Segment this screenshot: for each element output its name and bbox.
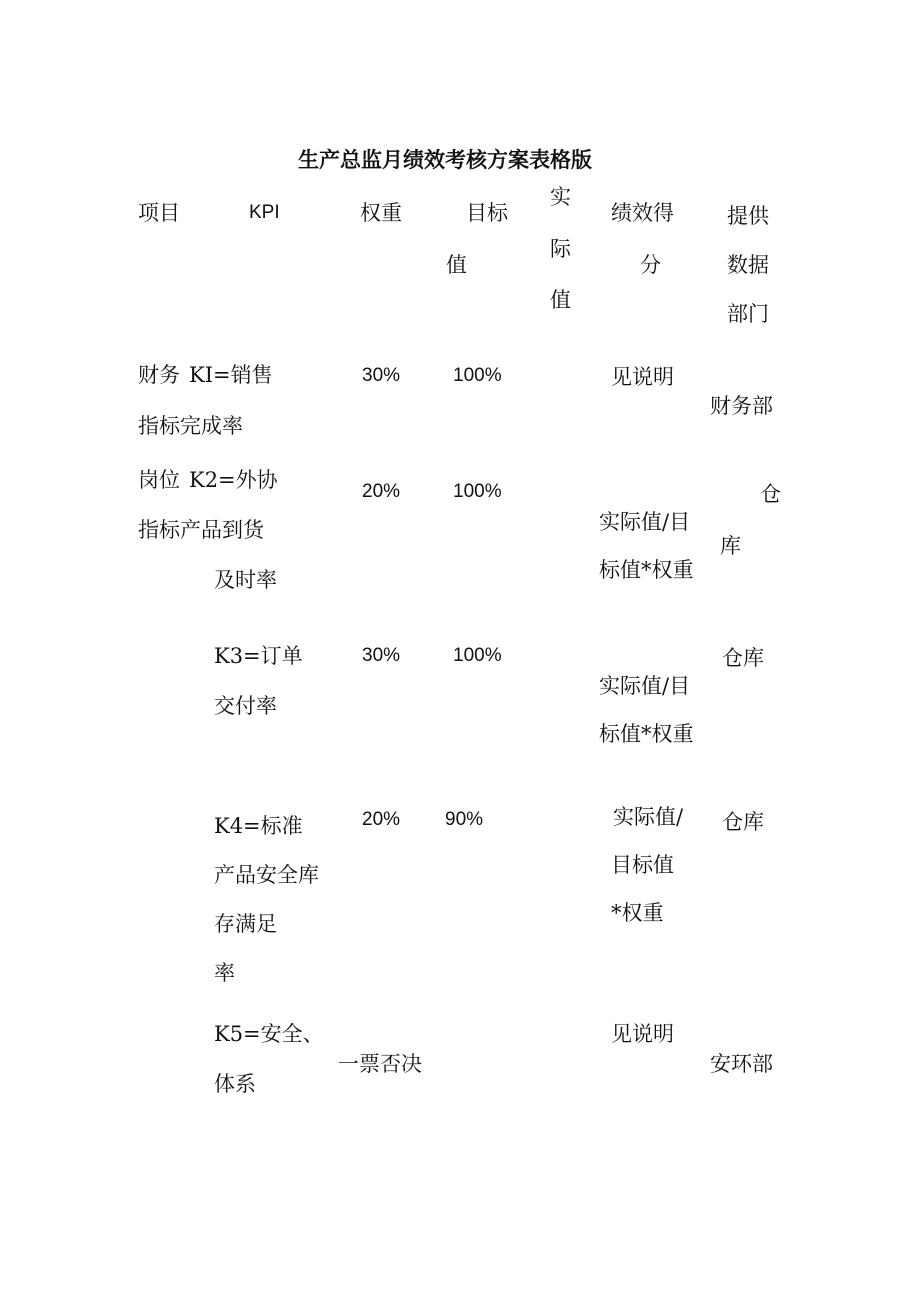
header-target-line2: 值 <box>446 253 467 277</box>
row5-kpi-line2: 体系 <box>214 1072 256 1096</box>
header-target-line1: 目标 <box>466 201 508 225</box>
row1-weight: 30% <box>362 365 401 386</box>
row5-dept: 安环部 <box>710 1052 773 1076</box>
row3-kpi-line1: K3=订单 <box>214 644 303 668</box>
header-item: 项目 <box>138 201 180 225</box>
row4-kpi-line4: 率 <box>214 961 235 985</box>
row4-dept: 仓库 <box>722 810 764 834</box>
row2-kpi-line1: K2=外协 <box>189 468 278 492</box>
header-actual-line2: 际 <box>550 237 571 261</box>
row2-dept-line1: 仓 <box>760 482 781 506</box>
row1-target: 100% <box>453 365 502 386</box>
row3-score-line2: 标值*权重 <box>599 722 694 746</box>
header-score-line2: 分 <box>640 253 661 277</box>
row4-score-line2: 目标值 <box>611 853 674 877</box>
header-kpi: KPI <box>249 202 280 223</box>
row2-kpi-line3: 及时率 <box>214 568 277 592</box>
row1-score: 见说明 <box>611 365 674 389</box>
row4-weight: 20% <box>362 809 401 830</box>
row2-category: 岗位 <box>138 468 180 492</box>
row4-target: 90% <box>445 809 484 830</box>
row4-kpi-line3: 存满足 <box>214 912 277 936</box>
row2-weight: 20% <box>362 481 401 502</box>
row2-score-line2: 标值*权重 <box>599 558 694 582</box>
row3-weight: 30% <box>362 645 401 666</box>
row2-target: 100% <box>453 481 502 502</box>
row1-kpi-line1: KI=销售 <box>189 363 273 387</box>
header-weight: 权重 <box>360 201 402 225</box>
document-title: 生产总监月绩效考核方案表格版 <box>298 148 592 172</box>
row5-score: 见说明 <box>611 1022 674 1046</box>
header-dept-line1: 提供 <box>727 204 769 228</box>
row1-kpi-line2: 指标完成率 <box>138 414 243 438</box>
row2-dept-line2: 库 <box>720 534 741 558</box>
header-score-line1: 绩效得 <box>611 201 674 225</box>
header-dept-line2: 数据 <box>727 253 769 277</box>
header-dept-line3: 部门 <box>727 302 769 326</box>
row5-weight: 一票否决 <box>338 1052 422 1076</box>
row2-score-line1: 实际值/目 <box>599 510 691 534</box>
row4-score-line1: 实际值/ <box>613 805 684 829</box>
row4-kpi-line2: 产品安全库 <box>214 863 319 887</box>
row1-category: 财务 <box>138 363 180 387</box>
row5-kpi-line1: K5=安全、 <box>214 1022 324 1046</box>
header-actual-line1: 实 <box>550 185 571 209</box>
row1-dept: 财务部 <box>710 394 773 418</box>
row3-target: 100% <box>453 645 502 666</box>
row3-score-line1: 实际值/目 <box>599 674 691 698</box>
row2-kpi-line2: 指标产品到货 <box>138 518 264 542</box>
row4-score-line3: *权重 <box>611 901 664 925</box>
row3-dept: 仓库 <box>722 646 764 670</box>
row3-kpi-line2: 交付率 <box>214 694 277 718</box>
row4-kpi-line1: K4=标准 <box>214 814 303 838</box>
header-actual-line3: 值 <box>550 288 571 312</box>
